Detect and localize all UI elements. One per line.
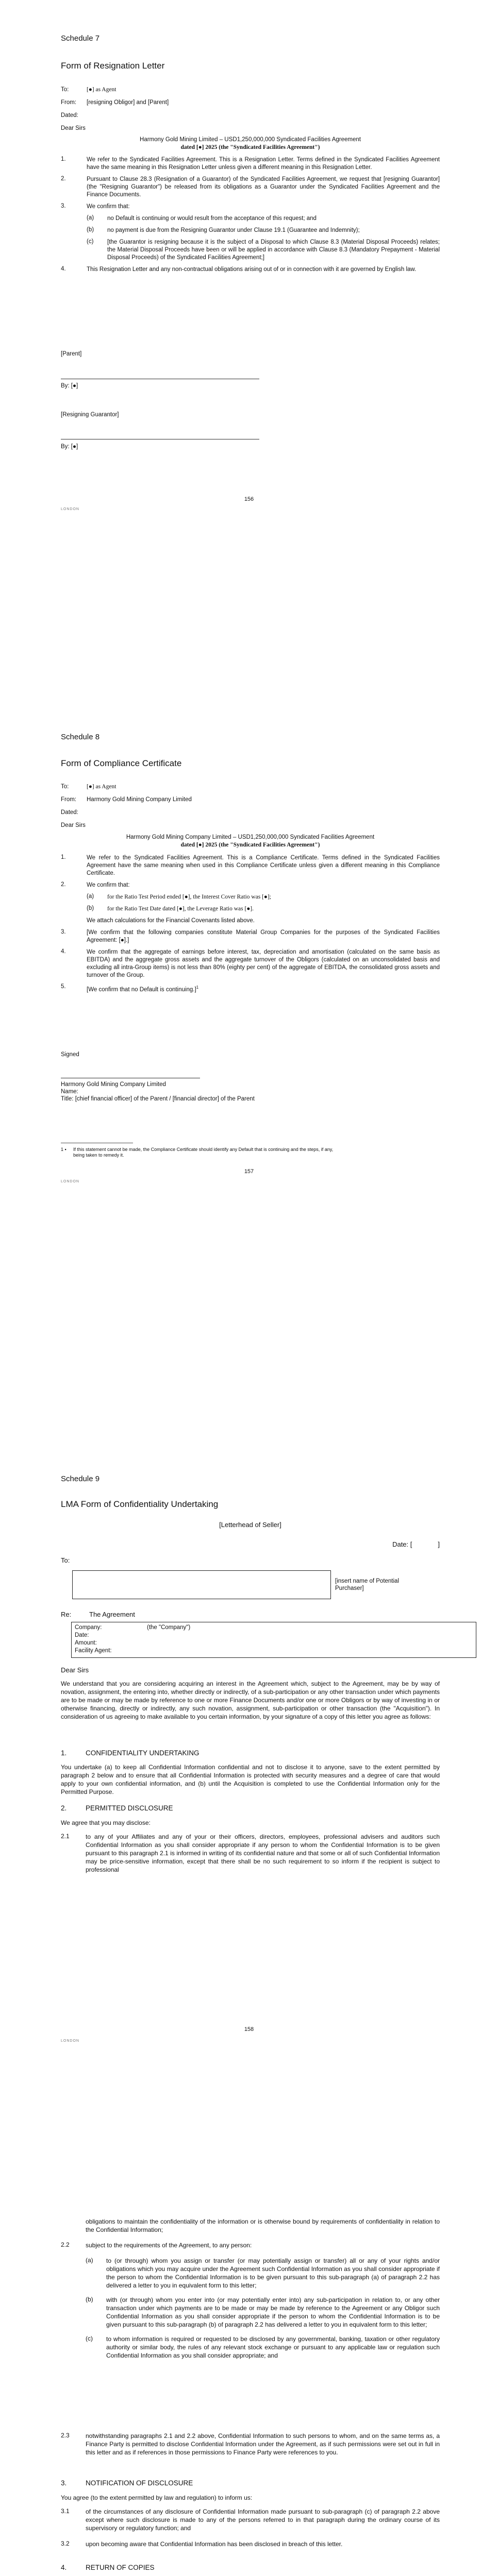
item-text: This Resignation Letter and any non-contractual obligations arising out of or in connection with it are governed by English law. bbox=[87, 266, 417, 273]
heading-line-2: dated [●] 2025 (the "Syndicated Facilities Agreement") bbox=[180, 842, 320, 848]
clause-number: 3.1 bbox=[61, 2507, 70, 2515]
section-title: PERMITTED DISCLOSURE bbox=[86, 1804, 173, 1812]
clause-text: upon becoming aware that Confidential Information has been disclosed in breach of this letter. bbox=[86, 2540, 343, 2548]
footnote-ref: 1 bbox=[196, 985, 199, 990]
continued-text: obligations to maintain the confidentiality of the information or is otherwise bound by requirements of confidentiality in relation to the Confidential Information; bbox=[86, 2218, 440, 2233]
document-title: LMA Form of Confidentiality Undertaking bbox=[61, 1499, 219, 1509]
to-label: To: bbox=[61, 1556, 70, 1564]
subitem-letter: (b) bbox=[87, 227, 94, 233]
item-text: We confirm that the aggregate of earnings before interest, tax, depreciation and amortisation (calculated on the same basis as EBITDA) and the aggregate gross assets and the aggregate turnover of the Obligors (calculated on an unconsolidated basis and excluding all intra-Group items) is not less than 80% (eighty per cent) of the aggregate of EBITDA, the consolidated gross assets and turnover of the Group. bbox=[87, 949, 440, 978]
to-value: [●] as Agent bbox=[87, 87, 117, 93]
document-title: Form of Compliance Certificate bbox=[61, 758, 182, 768]
to-value: [●] as Agent bbox=[87, 784, 117, 790]
item-text: We refer to the Syndicated Facilities Agreement. This is a Resignation Letter. Terms defined in the Syndicated Facilities Agreement have the same meaning in this Resignation Letter unless given a different meaning in this Resignation Letter. bbox=[87, 157, 440, 171]
item-number: 4. bbox=[61, 266, 66, 272]
name-label: Name: bbox=[61, 1089, 78, 1095]
clause-number: 2.2 bbox=[61, 2241, 70, 2248]
section-title: NOTIFICATION OF DISCLOSURE bbox=[86, 2479, 193, 2487]
clause-text: subject to the requirements of the Agreement, to any person: bbox=[86, 2242, 252, 2249]
schedule-label: Schedule 7 bbox=[61, 34, 100, 43]
dated-label: Dated: bbox=[61, 112, 78, 118]
item-number: 4. bbox=[61, 948, 66, 955]
by-line-parent: By: [●] bbox=[61, 383, 78, 389]
footer-tag: LONDON bbox=[61, 507, 79, 511]
sublist bbox=[86, 2257, 440, 2360]
item-text: We confirm that: bbox=[87, 204, 130, 210]
item-number: 3. bbox=[61, 929, 66, 935]
intro-paragraph: We understand that you are considering acquiring an interest in the Agreement which, subject to the Agreement, may be by way of novation, assignment, the entering into, whether directly or indirectly, of a sub-participation or any other transaction under which payments are to be made or may be made by reference to one or more Finance Documents and/or one or more Obligors or by way of investing in or otherwise financing, directly or indirectly, any such novation, assignment, sub-participation or other transaction (the "Acquisition"). In consideration of us agreeing to make available to you certain information, by your signature of a copy of this letter you agree as follows: bbox=[61, 1680, 440, 1720]
signed-label: Signed bbox=[61, 1052, 79, 1058]
page-number: 156 bbox=[244, 496, 254, 502]
subitem-text: [the Guarantor is resigning because it is the subject of a Disposal to which Clause 8.3 (Material Disposal Proceeds) relates; the Material Disposal Proceeds have been or will be applied in accordance with Clause 8.3 (Mandatory Prepayment - Material Disposal Proceeds) of the Syndicated Facilities Agreement;] bbox=[107, 239, 440, 261]
item-number: 5. bbox=[61, 984, 66, 990]
item-number: 1. bbox=[61, 854, 66, 860]
section-number: 4. bbox=[61, 2564, 67, 2571]
subitem-text: for the Ratio Test Date dated [●], the Leverage Ratio was [●]. bbox=[107, 906, 254, 912]
facility-agent-label: Facility Agent: bbox=[75, 1648, 112, 1654]
section-title: CONFIDENTIALITY UNDERTAKING bbox=[86, 1749, 200, 1757]
item-number: 1. bbox=[61, 156, 66, 162]
subitem-text: no Default is continuing or would result from the acceptance of this request; and bbox=[107, 215, 317, 222]
item-text: [We confirm that the following companies constitute Material Group Companies for the purposes of the Syndicated Facilities Agreement: [●].] bbox=[87, 929, 440, 943]
date-label: Date: [ bbox=[392, 1540, 412, 1548]
title-label: Title: [chief financial officer] of the Parent / [financial director] of the Parent bbox=[61, 1096, 255, 1102]
item-text: We refer to the Syndicated Facilities Agreement. This is a Compliance Certificate. Terms defined in the Syndicated Facilities Agreement have the same meaning when used in this Compliance Certificate unless given a different meaning in this Compliance Certificate. bbox=[87, 855, 440, 876]
to-label: To: bbox=[61, 784, 69, 790]
company-label: Company: bbox=[75, 1624, 102, 1631]
footer-tag: LONDON bbox=[61, 1180, 79, 1183]
clause-text: to any of your Affiliates and any of your or their officers, directors, employees, professional advisers and auditors such Confidential Information as you shall consider appropriate if any person to whom the Confidential Information is to be given pursuant to this paragraph 2.1 is informed in writing of its confidential nature and that some or all of such Confidential Information may be price-sensitive information, except that there shall be no such requirement to so inform if the recipient is subject to professional bbox=[86, 1833, 440, 1873]
letterhead-placeholder: [Letterhead of Seller] bbox=[219, 1521, 281, 1529]
subitem-letter: (c) bbox=[87, 239, 94, 245]
subitem-letter: (a) bbox=[87, 215, 94, 221]
page-157 bbox=[0, 721, 498, 1458]
page-158 bbox=[0, 1458, 498, 2190]
subitem-letter: (a) bbox=[86, 2257, 93, 2264]
date-close: ] bbox=[438, 1540, 440, 1548]
signatory-resigning-guarantor: [Resigning Guarantor] bbox=[61, 412, 119, 418]
item-number: 2. bbox=[61, 882, 66, 888]
page-159 bbox=[0, 2190, 498, 2576]
heading-line-1: Harmony Gold Mining Company Limited – USD1,250,000,000 Syndicated Facilities Agreement bbox=[126, 834, 375, 840]
insert-name-note: [insert name of Potential Purchaser] bbox=[335, 1578, 400, 1591]
section-title: RETURN OF COPIES bbox=[86, 2564, 155, 2571]
subitem-letter: (b) bbox=[86, 2296, 93, 2303]
company-value: (the "Company") bbox=[147, 1624, 191, 1631]
item-number: 2. bbox=[61, 176, 66, 182]
item-text: We confirm that: bbox=[87, 882, 130, 888]
date-field-label: Date: bbox=[75, 1632, 89, 1638]
signatory-parent: [Parent] bbox=[61, 351, 82, 357]
recipient-address-box bbox=[72, 1570, 331, 1599]
clause-number: 2.1 bbox=[61, 1833, 70, 1840]
clause-text: notwithstanding paragraphs 2.1 and 2.2 above, Confidential Information to such persons to whom, and on the same terms as, a Finance Party is permitted to disclose Confidential Information under the Agreement, as if such permissions were set out in full in this letter and as if references in those permissions to Finance Party were references to you. bbox=[86, 2432, 440, 2456]
from-label: From: bbox=[61, 796, 77, 803]
schedule-label: Schedule 9 bbox=[61, 1475, 100, 1483]
subitem-text: no payment is due from the Resigning Guarantor under Clause 19.1 (Guarantee and Indemnity); bbox=[107, 227, 360, 233]
subitem-text: to whom information is required or requested to be disclosed by any governmental, banking, taxation or other regulatory authority or similar body, the rules of any relevant stock exchange or pursuant to any applicable law or regulation such Confidential Information as you shall consider appropriate; and bbox=[106, 2335, 440, 2359]
subitem-text: for the Ratio Test Period ended [●], the Interest Cover Ratio was [●]; bbox=[107, 894, 271, 900]
re-value: The Agreement bbox=[89, 1611, 135, 1618]
company-name: Harmony Gold Mining Company Limited bbox=[61, 1081, 166, 1088]
dated-label: Dated: bbox=[61, 809, 78, 816]
salutation: Dear Sirs bbox=[61, 822, 86, 828]
page-number: 157 bbox=[244, 1168, 254, 1175]
page-number: 158 bbox=[244, 2026, 254, 2032]
subitem-text: with (or through) whom you enter into (or may potentially enter into) any sub-participation in relation to, or any other transaction under which payments are to be made or may be made by reference to the Agreement or any Obligor such Confidential Information as you shall consider appropriate if the person to whom the Confidential Information is to be given pursuant to this sub-paragraph (b) of paragraph 2.2 has delivered a letter to you in equivalent form to this letter; bbox=[106, 2296, 440, 2328]
clause-text: of the circumstances of any disclosure of Confidential Information made pursuant to sub-paragraph (c) of paragraph 2.2 above except where such disclosure is made to any of the persons referred to in that paragraph during the ordinary course of its supervisory or regulatory function; and bbox=[86, 2508, 440, 2532]
clause-number: 2.3 bbox=[61, 2432, 70, 2439]
section-number: 1. bbox=[61, 1749, 67, 1757]
item-number: 3. bbox=[61, 203, 66, 209]
salutation: Dear Sirs bbox=[61, 1666, 89, 1674]
section-intro: We agree that you may disclose: bbox=[61, 1819, 151, 1826]
numbered-list bbox=[61, 156, 440, 274]
salutation: Dear Sirs bbox=[61, 125, 86, 131]
by-line-guarantor: By: [●] bbox=[61, 444, 78, 450]
footer-tag: LONDON bbox=[61, 2039, 79, 2043]
attach-note: We attach calculations for the Financial Covenants listed above. bbox=[87, 918, 255, 924]
section-intro: You agree (to the extent permitted by law and regulation) to inform us: bbox=[61, 2494, 253, 2501]
amount-label: Amount: bbox=[75, 1640, 97, 1646]
page-156 bbox=[0, 0, 498, 721]
re-label: Re: bbox=[61, 1611, 72, 1618]
to-label: To: bbox=[61, 87, 69, 93]
subitem-letter: (b) bbox=[87, 905, 94, 911]
subitem-letter: (c) bbox=[86, 2335, 93, 2342]
subitem-text: to (or through) whom you assign or transfer (or may potentially assign or transfer) all or any of your rights and/or obligations which you may acquire under the Agreement such Confidential Information as you shall consider appropriate if the person to whom the Confidential Information is to be given pursuant to this sub-paragraph (a) of paragraph 2.2 has delivered a letter to you in equivalent form to this letter; bbox=[106, 2257, 440, 2289]
schedule-label: Schedule 8 bbox=[61, 733, 100, 741]
clause-number: 3.2 bbox=[61, 2540, 70, 2547]
numbered-list bbox=[61, 854, 440, 994]
transaction-details-box bbox=[71, 1622, 476, 1658]
from-value: Harmony Gold Mining Company Limited bbox=[87, 796, 192, 803]
section-text: You undertake (a) to keep all Confidential Information confidential and not to disclose it to anyone, save to the extent permitted by paragraph 2 below and to ensure that all Confidential Information is protected with security measures and a degree of care that would apply to your own confidential information, and (b) until the Acquisition is completed to use the Confidential Information only for the Permitted Purpose. bbox=[61, 1764, 440, 1795]
section-number: 2. bbox=[61, 1804, 67, 1812]
subitem-letter: (a) bbox=[87, 893, 94, 900]
heading-line-1: Harmony Gold Mining Limited – USD1,250,000,000 Syndicated Facilities Agreement bbox=[140, 137, 361, 143]
footnote-text: If this statement cannot be made, the Compliance Certificate should identify any Default that is continuing and the steps, if any, being taken to remedy it. bbox=[73, 1147, 334, 1158]
item-text: [We confirm that no Default is continuing.] bbox=[87, 986, 196, 993]
document-title: Form of Resignation Letter bbox=[61, 61, 165, 71]
item-text: Pursuant to Clause 28.3 (Resignation of a Guarantor) of the Syndicated Facilities Agreement, we request that [resigning Guarantor] (the "Resigning Guarantor") be released from its obligations as a Guarantor under the Syndicated Facilities Agreement and the Finance Documents. bbox=[87, 176, 440, 198]
heading-line-2: dated [●] 2025 (the "Syndicated Facilities Agreement") bbox=[180, 144, 320, 150]
footnote-marker: 1 ▪ bbox=[61, 1147, 67, 1152]
from-label: From: bbox=[61, 99, 77, 106]
from-value: [resigning Obligor] and [Parent] bbox=[87, 99, 169, 106]
section-number: 3. bbox=[61, 2479, 67, 2487]
